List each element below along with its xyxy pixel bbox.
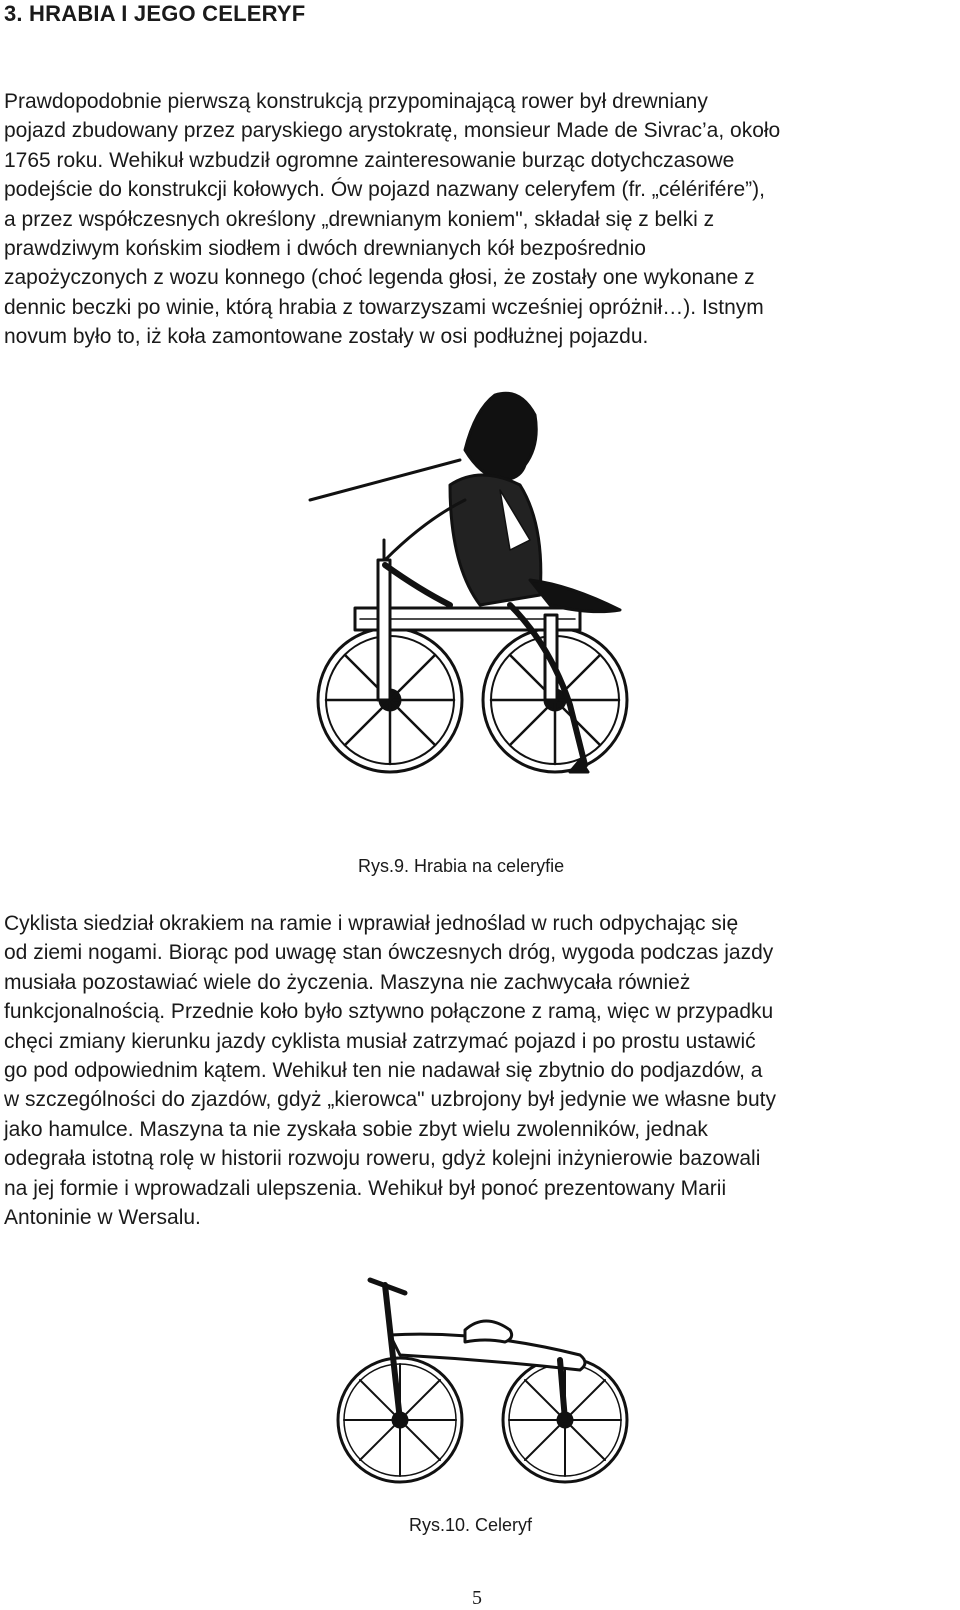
figure-celerifere: [335, 1275, 635, 1505]
paragraph-1: Prawdopodobnie pierwszą konstrukcją przypominającą rower był drewniany pojazd zbudowany przez paryskiego arystokratę, monsieur Made de Sivrac’a, około 1765 roku. Wehikuł wzbudził ogromne zainteresowanie burząc dotychczasowe podejście do konstrukcji kołowych. Ów pojazd nazwany celeryfem (fr. „célérifére”), a przez współczesnych określony „drewnianym koniem", składał się z belki z prawdziwym końskim siodłem i dwóch drewnianych kół bezpośrednio zapożyczonych z wozu konnego (choć legenda głosi, że zostały one wykonane z dennic beczki po winie, którą hrabia z towarzyszami wcześniej opróżnił…). Istnym novum było to, iż koła zamontowane zostały w osi podłużnej pojazdu.: [4, 90, 781, 349]
section-title: 3. HRABIA I JEGO CELERYF: [4, 1, 306, 26]
illustration-rider-celerifere: [300, 390, 645, 800]
page-number: 5: [472, 1587, 482, 1609]
paragraph-2: Cyklista siedział okrakiem na ramie i wprawiał jednoślad w ruch odpychając się od ziemi nogami. Biorąc pod uwagę stan ówczesnych dróg, wygoda podczas jazdy musiała pozostawiać wiele do życzenia. Maszyna nie zachwycała również funkcjonalnością. Przednie koło było sztywno połączone z ramą, więc w przypadku chęci zmiany kierunku jazdy cyklista musiał zatrzymać pojazd i po prostu ustawić go pod odpowiednim kątem. Wehikuł ten nie nadawał się zbytnio do podjazdów, a w szczególności do zjazdów, gdyż „kierowca" uzbrojony był jedynie we własne buty jako hamulce. Maszyna ta nie zyskała sobie zbyt wielu zwolenników, jednak odegrała istotną rolę w historii rozwoju roweru, gdyż kolejni inżynierowie bazowali na jej formie i wprowadzali ulepszenia. Wehikuł był ponoć prezentowany Marii Antoninie w Wersalu.: [4, 912, 776, 1230]
figure-9-caption: Rys.9. Hrabia na celeryfie: [358, 856, 565, 876]
figure-10-caption: Rys.10. Celeryf: [409, 1515, 533, 1535]
figure-count-on-celerifere: [300, 390, 645, 800]
illustration-celerifere: [335, 1275, 635, 1505]
